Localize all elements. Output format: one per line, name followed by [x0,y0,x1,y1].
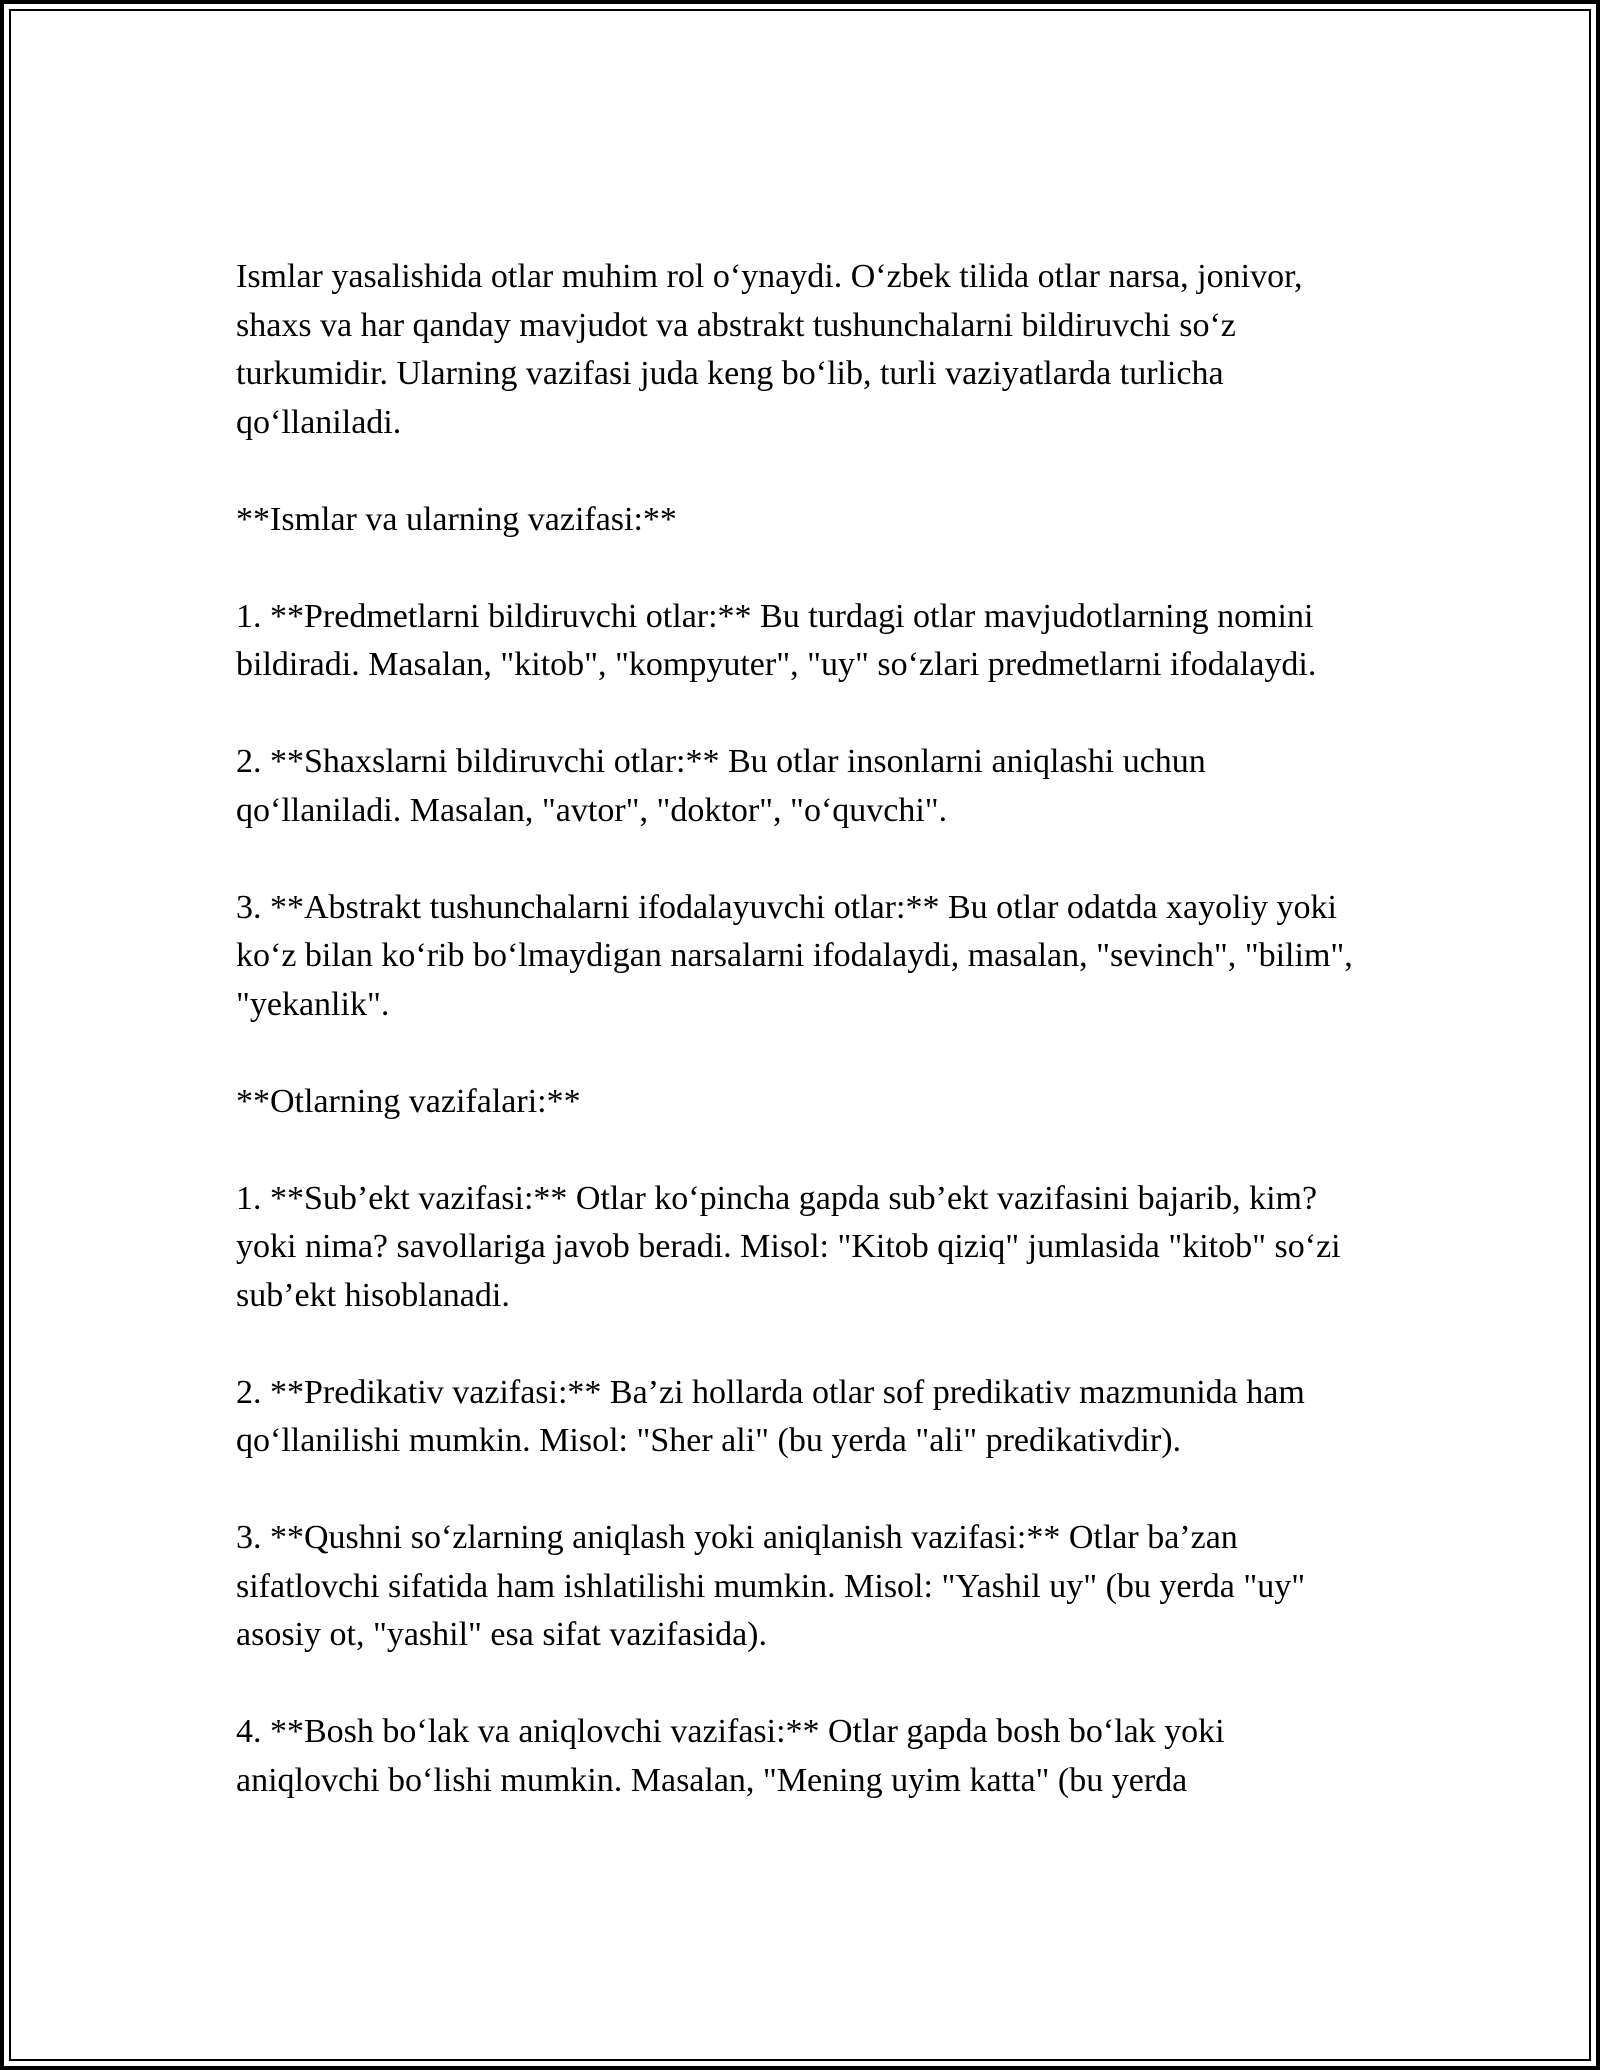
section-heading-functions: **Otlarning vazifalari:** [236,1082,581,1120]
list-item: 2. **Predikativ vazifasi:** Ba’zi hollarda otlar sof predikativ mazmunida ham qo‘llanilishi mumkin. Misol: "Sher ali" (bu yerda "ali" predikativdir). [236,1373,1305,1459]
list-item: 1. **Sub’ekt vazifasi:** Otlar ko‘pincha gapda sub’ekt vazifasini bajarib, kim? yoki nima? savollariga javob beradi. Misol: "Kitob qiziq" jumlasida "kitob" so‘zi sub’ekt hisoblanadi. [236,1179,1341,1314]
list-item: 3. **Abstrakt tushunchalarni ifodalayuvchi otlar:** Bu otlar odatda xayoliy yoki ko‘z bilan ko‘rib bo‘lmaydigan narsalarni ifodalaydi, masalan, "sevinch", "bilim", "yekanlik". [236,888,1353,1023]
list-item: 4. **Bosh bo‘lak va aniqlovchi vazifasi:** Otlar gapda bosh bo‘lak yoki aniqlovchi bo‘lishi mumkin. Masalan, "Mening uyim katta" (bu yerda [236,1713,1225,1799]
list-item: 1. **Predmetlarni bildiruvchi otlar:** Bu turdagi otlar mavjudotlarning nomini bildiradi. Masalan, "kitob", "kompyuter", "uy" so‘zlari predmetlarni ifodalaydi. [236,597,1317,683]
list-item: 3. **Qushni so‘zlarning aniqlash yoki aniqlanish vazifasi:** Otlar ba’zan sifatlovchi sifatida ham ishlatilishi mumkin. Misol: "Yashil uy" (bu yerda "uy" asosiy ot, "yashil" esa sifat vazifasida). [236,1519,1306,1653]
section-heading-nouns: **Ismlar va ularning vazifasi:** [236,500,677,538]
document-body [236,253,1376,1805]
intro-paragraph: Ismlar yasalishida otlar muhim rol o‘ynaydi. O‘zbek tilida otlar narsa, jonivor, shaxs va har qanday mavjudot va abstrakt tushunchalarni bildiruvchi so‘z turkumidir. Ularning vazifasi juda keng bo‘lib, turli vaziyatlarda turlicha qo‘llaniladi. [236,258,1303,441]
list-item: 2. **Shaxslarni bildiruvchi otlar:** Bu otlar insonlarni aniqlashi uchun qo‘llaniladi. Masalan, "avtor", "doktor", "o‘quvchi". [236,743,1206,829]
